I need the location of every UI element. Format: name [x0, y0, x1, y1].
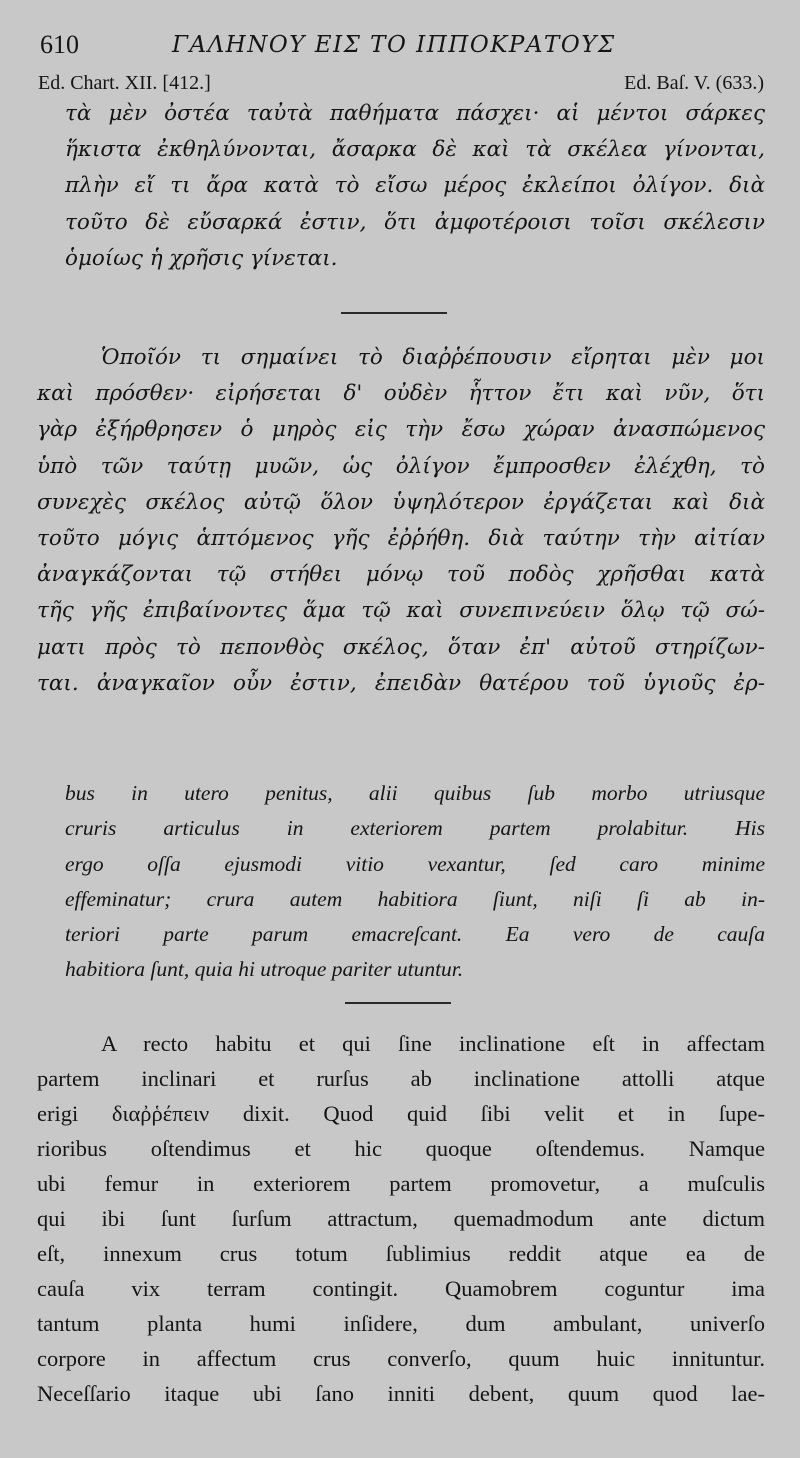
text-line: Ὁποῖόν τι σημαίνει τὸ διαῤῥέπουσιν εἴρηται μὲν μοι	[101, 345, 765, 370]
text-line: τὰ μὲν ὀστέα ταὐτὰ παθήματα πάσχει· αἱ μέντοι σάρκες	[65, 101, 765, 126]
text-line: teriori parte parum emacreſcant. Ea vero de cauſa	[65, 922, 765, 947]
text-line: τῆς γῆς ἐπιβαίνοντες ἅμα τῷ καὶ συνεπινεύειν ὅλῳ τῷ σώ-	[37, 598, 765, 624]
greek-paragraph-1	[37, 96, 765, 277]
latin-paragraph-1	[37, 776, 765, 988]
text-line: Neceſſario itaque ubi ſano inniti debent, quum quod lae-	[37, 1381, 765, 1406]
text-line: ubi femur in exteriorem partem promovetur, a muſculis	[37, 1171, 765, 1196]
running-title: ΓΑΛΗΝΟΥ ΕΙΣ ΤΟ ΙΠΠΟΚΡΑΤΟΥΣ	[172, 32, 616, 58]
text-line: habitiora ſunt, quia hi utroque pariter utuntur.	[65, 957, 464, 982]
text-line: τοῦτο δὲ εὔσαρκά ἐστιν, ὅτι ἀμφοτέροισι τοῖσι σκέλεσιν	[65, 209, 765, 235]
edition-ref-left: Ed. Chart. XII. [412.]	[38, 72, 211, 94]
text-line: rioribus oſtendimus et hic quoque oſtendemus. Namque	[37, 1136, 765, 1161]
text-line: πλὴν εἴ τι ἄρα κατὰ τὸ εἴσω μέρος ἐκλείποι ὀλίγον. διὰ	[65, 173, 765, 199]
text-line: ergo oſſa ejusmodi vitio vexantur, ſed caro minime	[65, 851, 765, 876]
text-line: ἀναγκάζονται τῷ στήθει μόνῳ τοῦ ποδὸς χρῆσθαι κατὰ	[37, 562, 765, 588]
text-line: ματι πρὸς τὸ πεπονθὸς σκέλος, ὅταν ἐπ' αὐτοῦ στηρίζων-	[37, 634, 765, 660]
edition-ref-right: Ed. Baſ. V. (633.)	[624, 72, 764, 94]
text-line: bus in utero penitus, alii quibus ſub morbo utriusque	[65, 781, 765, 805]
text-line: partem inclinari et rurſus ab inclinatione attolli atque	[37, 1066, 765, 1091]
text-line: tantum planta humi inſidere, dum ambulant, univerſo	[37, 1311, 765, 1336]
text-line: καὶ πρόσθεν· εἰρήσεται δ' οὐδὲν ἧττον ἔτι καὶ νῦν, ὅτι	[37, 381, 765, 407]
text-line: corpore in affectum crus converſo, quum huic innituntur.	[37, 1346, 765, 1371]
text-line: ἥκιστα ἐκθηλύνονται, ἄσαρκα δὲ καὶ τὰ σκέλεα γίνονται,	[65, 137, 765, 163]
section-divider	[341, 312, 447, 314]
text-line: cruris articulus in exteriorem partem prolabitur. His	[65, 816, 765, 841]
text-line: ται. ἀναγκαῖον οὖν ἐστιν, ἐπειδὰν θατέρου τοῦ ὑγιοῦς ἐρ-	[37, 670, 765, 696]
text-line: γὰρ ἐξήρθρησεν ὁ μηρὸς εἰς τὴν ἔσω χώραν ἀνασπώμενος	[37, 417, 765, 443]
greek-paragraph-2	[37, 340, 765, 702]
text-line: A recto habitu et qui ſine inclinatione eſt in affectam	[101, 1031, 765, 1056]
text-line: qui ibi ſunt ſurſum attractum, quemadmodum ante dictum	[37, 1206, 765, 1231]
text-line: ὁμοίως ἡ χρῆσις γίνεται.	[65, 245, 338, 271]
section-divider	[345, 1002, 451, 1004]
text-line: ὑπὸ τῶν ταύτῃ μυῶν, ὡς ὀλίγον ἔμπροσθεν ἐλέχθη, τὸ	[37, 453, 765, 479]
text-line: effeminatur; crura autem habitiora ſiunt, niſi ſi ab in-	[65, 886, 765, 911]
text-line: συνεχὲς σκέλος αὐτῷ ὅλον ὑψηλότερον ἐργάζεται καὶ διὰ	[37, 489, 765, 515]
text-line: cauſa vix terram contingit. Quamobrem coguntur ima	[37, 1276, 765, 1301]
text-line: erigi διαῤῥέπειν dixit. Quod quid ſibi velit et in ſupe-	[37, 1101, 765, 1126]
text-line: eſt, innexum crus totum ſublimius reddit atque ea de	[37, 1241, 765, 1266]
text-line: τοῦτο μόγις ἁπτόμενος γῆς ἐῤῥήθη. διὰ ταύτην τὴν αἰτίαν	[37, 526, 765, 552]
latin-paragraph-2	[37, 1026, 765, 1411]
page-number: 610	[40, 30, 79, 59]
